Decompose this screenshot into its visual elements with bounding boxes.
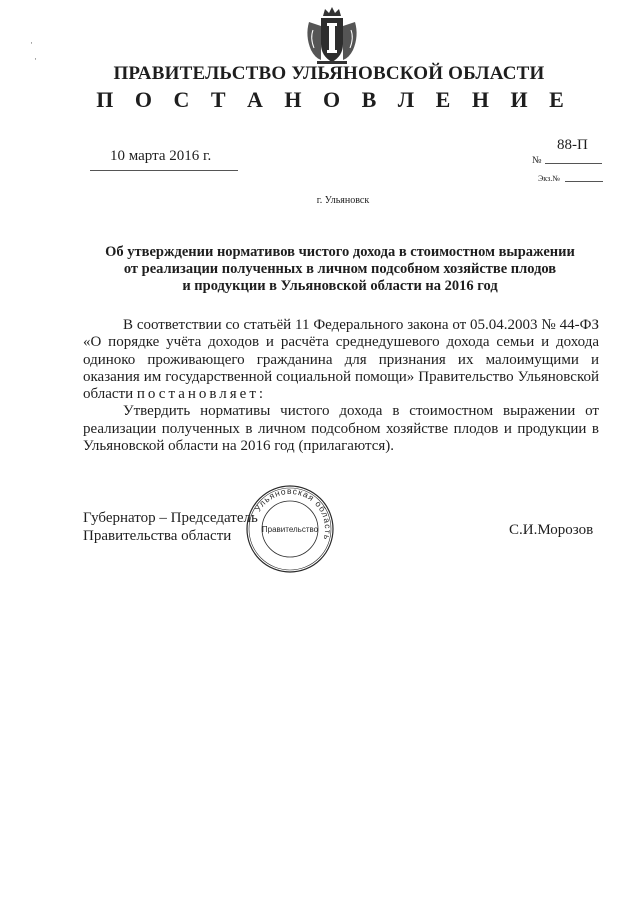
copy-number-underline [565,181,603,182]
subject-line: и продукции в Ульяновской области на 2016 год [182,278,498,294]
document-body [83,317,599,455]
number-label: № [532,155,542,166]
signatory-name: С.И.Морозов [509,522,594,538]
resolution-verb: постановляет: [136,386,267,403]
coat-of-arms-icon [303,6,361,66]
date-underline [90,170,238,171]
document-subject [80,244,600,295]
copy-number-label: Экз.№ [538,174,560,183]
subject-line: Об утверждении нормативов чистого дохода в стоимостном выражении [105,244,575,260]
scan-speck: · [30,38,33,48]
document-date: 10 марта 2016 г. [110,148,212,164]
official-stamp [245,484,335,574]
government-title: ПРАВИТЕЛЬСТВО УЛЬЯНОВСКОЙ ОБЛАСТИ [113,63,545,84]
position-line: Правительства области [83,528,232,544]
number-underline [545,163,602,164]
subject-line: от реализации полученных в личном подсобном хозяйстве плодов [123,261,557,277]
stamp-outer-text: Ульяновская область [252,485,334,542]
body-paragraph [83,317,599,403]
body-paragraph: Утвердить нормативы чистого дохода в стоимостном выражении от реализации полученных в личном подсобном хозяйстве плодов и продукции в Ульяновской области на 2016 год (прилагаются). [83,403,599,455]
stamp-center-text: Правительство [261,525,319,534]
city: г. Ульяновск [316,195,370,206]
scan-speck: · [34,54,37,64]
document-number: 88-П [557,137,588,153]
signatory-position [83,509,258,545]
document-type: П О С Т А Н О В Л Е Н И Е [96,87,572,112]
position-line: Губернатор – Председатель [83,510,258,526]
paragraph-lead: В соответствии со статьёй 11 Федерального закона от 05.04.2003 № 44-ФЗ «О порядке учёта доходов и расчёта среднедушевого дохода семьи и дохода одиноко проживающего гражданина для признания их малоимущими и оказания им государственной социальной помощи» Правительство Ульяновской области [83,317,599,403]
